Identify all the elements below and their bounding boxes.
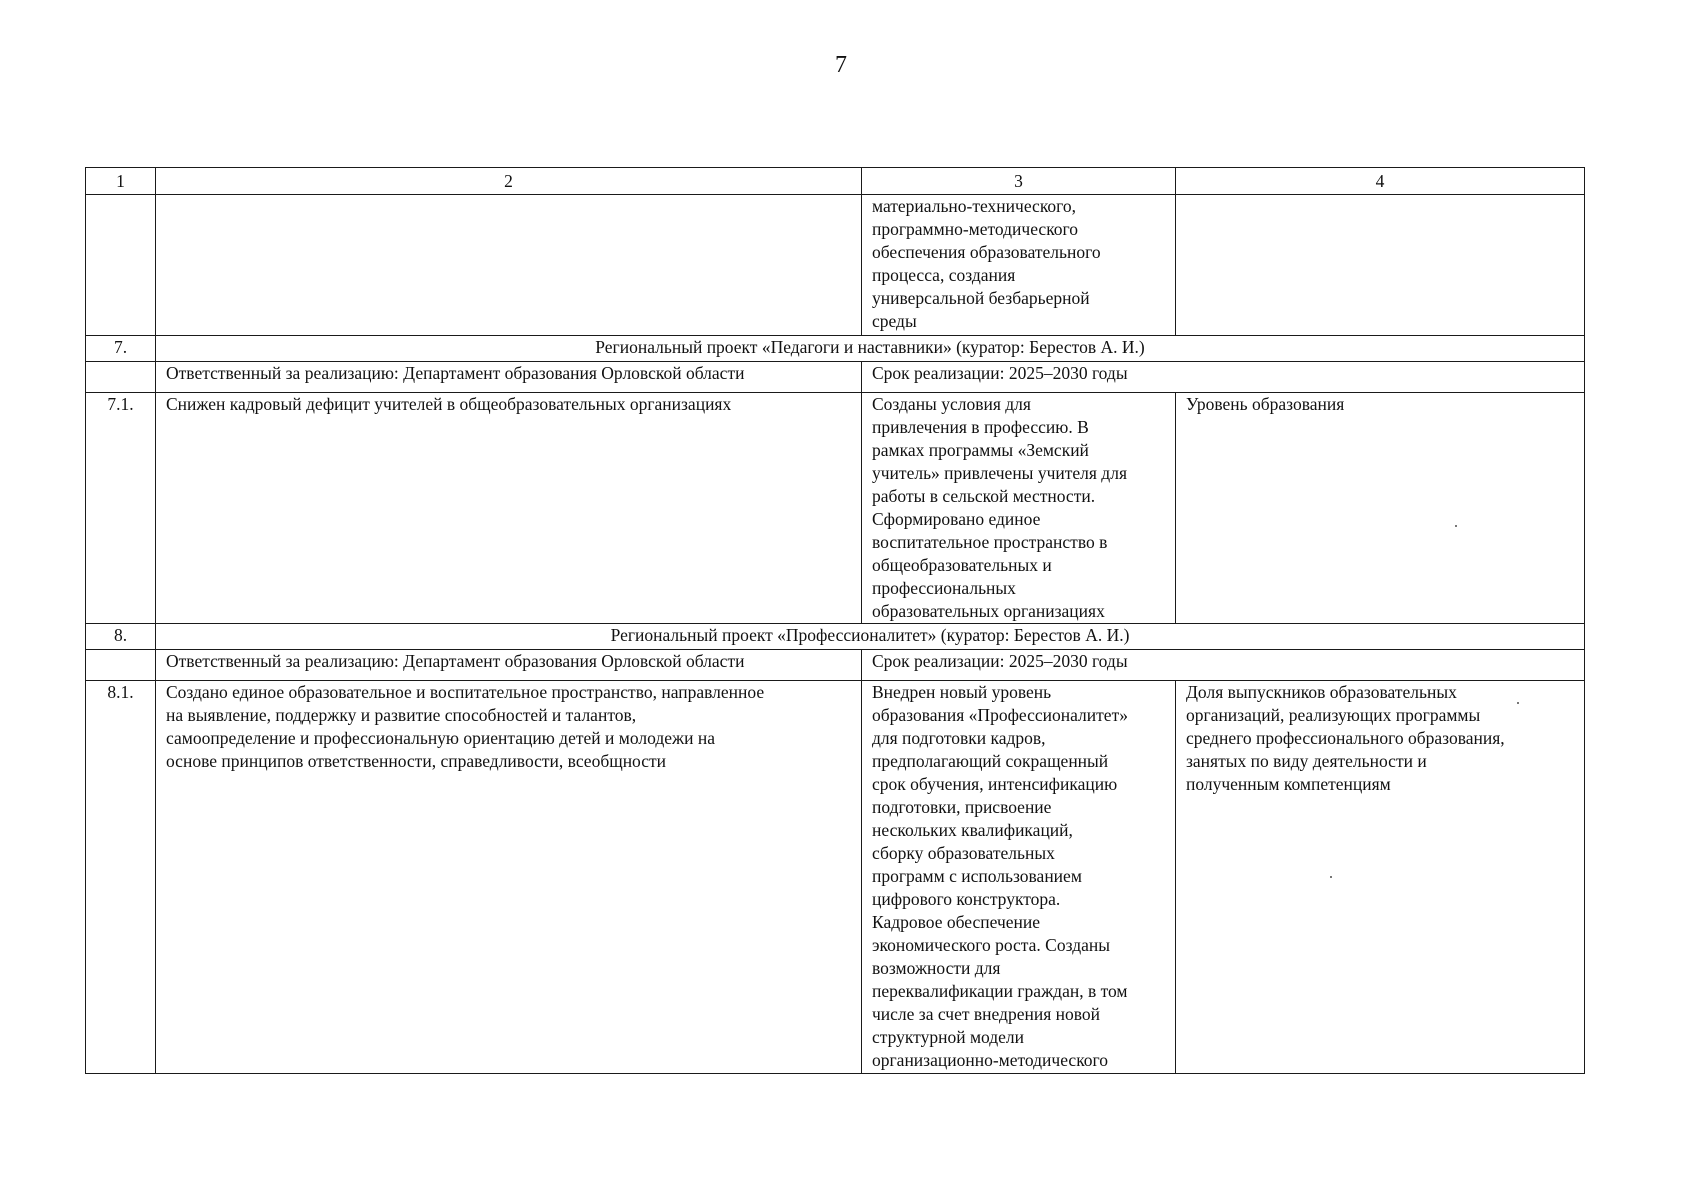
item-number-7-1: 7.1. [86,393,156,624]
column-number-3: 3 [862,168,1176,195]
item-task-8-1: Создано единое образовательное и воспитательное пространство, направленное на выявление, поддержку и развитие способностей и талантов, самоопределение и профессиональную ориентацию детей и молодежи на основе принципов ответственности, справедливости, всеобщности [156,681,862,1074]
item-effects-7-1: Созданы условия для привлечения в профессию. В рамках программы «Земский учитель» привлечены учителя для работы в сельской местности. Сформировано единое воспитательное пространство в общеобразовательных и профессиональных образовательных организациях [862,393,1176,624]
project-number-7: 7. [86,336,156,362]
project-title-7: Региональный проект «Педагоги и наставники» (куратор: Берестов А. И.) [156,336,1585,362]
continuation-effects-cell: материально-технического, программно-методического обеспечения образовательного процесса, создания универсальной безбарьерной среды [862,195,1176,336]
project-row-7 [86,336,1585,362]
column-number-1: 1 [86,168,156,195]
continuation-task-cell [156,195,862,336]
project-meta-row-8 [86,650,1585,681]
measures-table [85,167,1585,1074]
column-number-4: 4 [1176,168,1585,195]
project-meta-row-7 [86,362,1585,393]
item-row-7-1 [86,393,1585,624]
item-effects-8-1: Внедрен новый уровень образования «Профессионалитет» для подготовки кадров, предполагающий сокращенный срок обучения, интенсификацию подготовки, присвоение нескольких квалификаций, сборку образовательных программ с использованием цифрового конструктора. Кадровое обеспечение экономического роста. Созданы возможности для переквалификации граждан, в том числе за счет внедрения новой структурной модели организационно-методического [862,681,1176,1074]
project-term-8: Срок реализации: 2025–2030 годы [862,650,1585,681]
project-term-7: Срок реализации: 2025–2030 годы [862,362,1585,393]
item-indicator-8-1: Доля выпускников образовательных организаций, реализующих программы среднего профессионального образования, занятых по виду деятельности и полученным компетенциям [1176,681,1585,1074]
project-responsible-7: Ответственный за реализацию: Департамент образования Орловской области [156,362,862,393]
column-number-row [86,168,1585,195]
page-number: 7 [835,52,847,78]
item-number-8-1: 8.1. [86,681,156,1074]
scan-speck [1455,525,1457,527]
continuation-indicator-cell [1176,195,1585,336]
scan-speck [1330,876,1332,878]
project-row-8 [86,624,1585,650]
item-task-7-1: Снижен кадровый дефицит учителей в общеобразовательных организациях [156,393,862,624]
project-meta-empty-8 [86,650,156,681]
project-meta-empty-7 [86,362,156,393]
continuation-row [86,195,1585,336]
column-number-2: 2 [156,168,862,195]
item-indicator-7-1: Уровень образования [1176,393,1585,624]
item-row-8-1 [86,681,1585,1074]
continuation-number-cell [86,195,156,336]
project-number-8: 8. [86,624,156,650]
project-title-8: Региональный проект «Профессионалитет» (куратор: Берестов А. И.) [156,624,1585,650]
scan-speck [1517,702,1519,704]
project-responsible-8: Ответственный за реализацию: Департамент образования Орловской области [156,650,862,681]
